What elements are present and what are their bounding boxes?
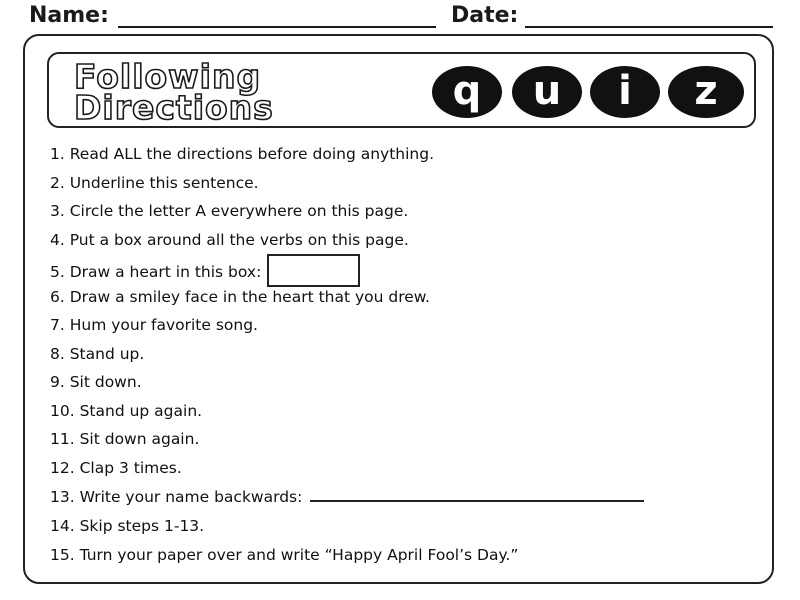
instruction-8 [50, 342, 144, 366]
instruction-3 [50, 199, 408, 223]
instruction-10-text: 10. Stand up again. [50, 402, 203, 420]
heart-drawing-box[interactable] [267, 254, 360, 287]
instruction-4 [50, 228, 409, 252]
instruction-8-text: 8. Stand up. [50, 345, 145, 363]
quiz-letter-z: z [668, 66, 744, 118]
instruction-2 [50, 171, 259, 195]
title-directions: Directions [74, 88, 274, 127]
quiz-letter-i: i [590, 66, 660, 118]
instruction-3-text: 3. Circle the letter A everywhere on this page. [50, 202, 409, 220]
instruction-11 [50, 427, 199, 451]
instruction-5 [50, 256, 360, 280]
instruction-5-text: 5. Draw a heart in this box: [50, 263, 262, 281]
instruction-12 [50, 456, 182, 480]
instruction-6-text: 6. Draw a smiley face in the heart that you drew. [50, 288, 430, 306]
quiz-letter-u: u [512, 66, 582, 118]
date-blank-line[interactable] [525, 26, 773, 28]
backwards-name-blank[interactable] [310, 485, 644, 502]
name-label: Name: [29, 3, 109, 28]
name-blank-line[interactable] [118, 26, 436, 28]
date-label: Date: [451, 3, 519, 28]
header-row [0, 0, 800, 34]
instruction-15 [50, 543, 518, 567]
instruction-1 [50, 142, 434, 166]
instruction-7-text: 7. Hum your favorite song. [50, 316, 258, 334]
instruction-11-text: 11. Sit down again. [50, 430, 200, 448]
instruction-9 [50, 370, 142, 394]
instruction-2-text: 2. Underline this sentence. [50, 174, 259, 192]
instruction-10 [50, 399, 202, 423]
instruction-4-text: 4. Put a box around all the verbs on this page. [50, 231, 409, 249]
instruction-7 [50, 313, 258, 337]
instruction-9-text: 9. Sit down. [50, 373, 142, 391]
instruction-15-text: 15. Turn your paper over and write “Happy April Fool’s Day.” [50, 546, 519, 564]
instruction-13-text: 13. Write your name backwards: [50, 488, 303, 506]
quiz-badge [432, 66, 750, 118]
instruction-12-text: 12. Clap 3 times. [50, 459, 182, 477]
instruction-13 [50, 485, 644, 509]
instruction-14-text: 14. Skip steps 1-13. [50, 517, 205, 535]
instruction-1-text: 1. Read ALL the directions before doing anything. [50, 145, 435, 163]
quiz-letter-q: q [432, 66, 502, 118]
instruction-6 [50, 285, 430, 309]
title-following: Following [74, 57, 262, 96]
instruction-14 [50, 514, 204, 538]
